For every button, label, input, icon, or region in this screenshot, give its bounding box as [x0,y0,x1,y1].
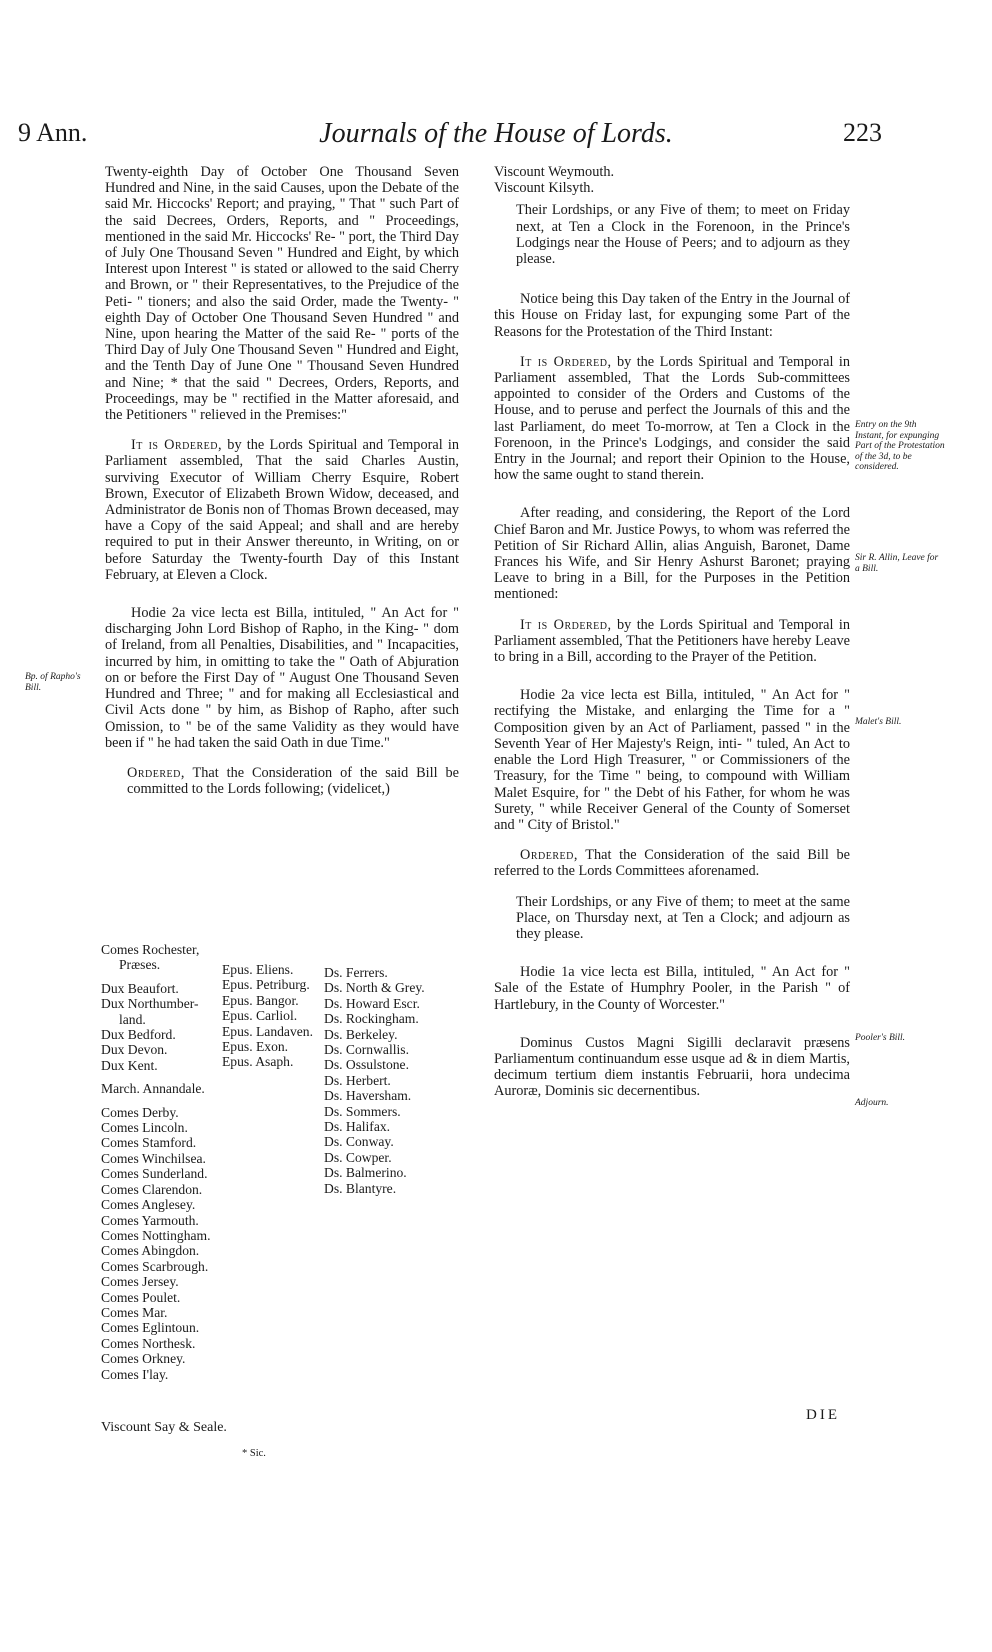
lord-entry: March. Annandale. [101,1081,205,1097]
lord-entry: Comes Anglesey. [101,1197,196,1213]
ordered-label: It is Ordered, [520,616,612,633]
lords-list-bishops [222,962,326,1070]
order-copy-appeal [105,437,459,583]
lord-entry: Epus. Asaph. [222,1054,294,1070]
lord-entry: Epus. Exon. [222,1039,289,1055]
margin-note-rapho: Bp. of Rapho's Bill. [25,672,81,693]
lord-entry: land. [119,1011,146,1027]
lord-entry: Epus. Carliol. [222,1008,298,1024]
lord-entry: Comes I'lay. [101,1366,169,1382]
ordered-label: It is Ordered, [131,437,223,454]
lord-entry: Comes Stamford. [101,1135,197,1151]
footnote: * Sic. [242,1448,266,1459]
lord-entry: Dux Bedford. [101,1027,176,1043]
lord-entry: Ds. Balmerino. [324,1165,407,1181]
lord-entry: Dux Beaufort. [101,980,179,996]
lord-entry: Comes Clarendon. [101,1181,203,1197]
page-header [0,118,992,158]
ordered-label: Ordered, [520,847,578,864]
margin-note-pooler: Pooler's Bill. [855,1033,906,1043]
lord-entry: Ds. Haversham. [324,1088,412,1104]
lord-entry: Comes Sunderland. [101,1166,208,1182]
committee-meeting: Their Lordships, or any Five of them; to meet on Friday next, at Ten a Clock in the Forenoon, in the Prince's Lodgings near the House of Peers; and to adjourn as they please. [516,202,850,268]
lord-entry: Dux Devon. [101,1042,168,1058]
margin-note-allin: Sir R. Allin, Leave for a Bill. [855,553,939,574]
order-malet [494,847,850,879]
lords-list-barons [324,965,454,1196]
lord-entry: Ds. Conway. [324,1134,394,1150]
lord-entry: Dux Northumber- [101,996,199,1012]
petition-continuation: Twenty-eighth Day of October One Thousand Seven Hundred and Nine, in the said Causes, upon the Debate of the said Mr. Hiccocks' Report; and praying, " That " such Part of the said Decrees, Orders, Reports, and " Proceedings, mentioned in the said Mr. Hiccocks' Re- " port, the Third Day of July One Thousand Seven " Hundred and Eight, by which Interest upon Interest " is stated or allowed to the said Cherry and Brown, or " their Representatives, to the Prejudice of the Peti- " tioners; and also the said Order, made the Twenty- " eighth Day of October One Thousand Seven Hundred " and Nine, upon hearing the Matter of the said Re- " ports of the Third Day of July One Thousand Seven " Hundred and Eight, and the Tenth Day of June One " Thousand Seven Hundred and Nine; * that the said " Decrees, Orders, Reports, and Proceedings, may be " rectified in the Matter aforesaid, and the Petitioners " relieved in the Premises:" [105,164,459,424]
malet-bill-reading: Hodie 2a vice lecta est Billa, intituled, " An Act for " rectifying the Mistake, and enlarging the Time for a " Composition given by an Act of Parliament, passed " in the Seventh Year of Her Majesty's Reign, inti- " tuled, An Act to enable the Lord High Treasurer, " or Commissioners of the Treasury, for the Time " being, to compound with William Malet Esquire, for " the Debt of his Father, for whom he was Surety, " while Receiver General of the County of Somerset and " City of Bristol." [494,687,850,833]
lord-entry: Comes Scarbrough. [101,1258,209,1274]
lords-list-temporal [101,942,223,1382]
lord-entry: Ds. Ferrers. [324,965,388,980]
left-column [105,164,459,811]
lord-entry: Dux Kent. [101,1057,158,1073]
lord-entry: Ds. Sommers. [324,1103,401,1119]
viscount-say: Viscount Say & Seale. [101,1420,227,1435]
catchword: DIE [806,1407,840,1423]
rapho-bill-reading: Hodie 2a vice lecta est Billa, intituled, " An Act for " discharging John Lord Bishop of Rapho, in the King- " dom of Ireland, from all Penalties, Disabilities, and " Incapacities, incurred by him, in omitting to take the " Oath of Abjuration on or before the First Day of " August One Thousand Seven Hundred and Three; " and for making all Ecclesiastical and Civil Acts done " by him, as Bishop of Rapho, after such Omission, to " be of the same Validity as they would have been if " he had taken the said Oath in due Time." [105,605,459,751]
ordered-label: It is Ordered, [520,353,612,370]
margin-note-malet: Malet's Bill. [855,717,902,727]
lord-entry: Epus. Petriburg. [222,977,310,993]
order-committee [105,765,459,797]
lord-entry: Ds. North & Grey. [324,980,425,996]
lord-entry: Ds. Ossulstone. [324,1057,409,1073]
lord-entry: Ds. Cornwallis. [324,1042,409,1058]
lord-entry: Ds. Herbert. [324,1072,391,1088]
lord-entry: Comes Eglintoun. [101,1320,200,1336]
lord-entry: Epus. Bangor. [222,992,299,1008]
lord-entry: Comes Derby. [101,1104,179,1120]
lord-entry: Comes Nottingham. [101,1227,211,1243]
lord-entry: Ds. Rockingham. [324,1011,419,1027]
lord-entry: Epus. Eliens. [222,962,294,977]
ordered-label: Ordered, [127,764,185,781]
lord-entry: Comes Yarmouth. [101,1212,199,1228]
lord-entry: Epus. Landaven. [222,1023,313,1039]
lord-entry: Ds. Halifax. [324,1119,391,1135]
lord-entry: Comes Rochester, [101,942,200,957]
notice-entry: Notice being this Day taken of the Entry in the Journal of this House on Friday last, for expunging some Part of the Reasons for the Protestation of the Third Instant: [494,291,850,340]
adjournment: Dominus Custos Magni Sigilli declaravit præsens Parliamentum continuandum esse usque ad & in diem Martis, decimum tertium diem instantis Februarii, hora undecima Auroræ, Dominis sic decernentibus. [494,1034,850,1100]
lord-entry: Comes Poulet. [101,1289,181,1305]
regnal-year: 9 Ann. [18,118,88,147]
lord-entry: Ds. Blantyre. [324,1180,397,1196]
margin-note-adjourn: Adjourn. [855,1098,889,1108]
lord-entry: Comes Mar. [101,1304,168,1320]
journal-title: Journals of the House of Lords. [319,118,673,149]
lord-entry: Comes Lincoln. [101,1120,188,1136]
lord-entry: Comes Jersey. [101,1274,179,1290]
viscount-weymouth: Viscount Weymouth. [494,164,615,180]
lord-entry: Comes Orkney. [101,1351,186,1367]
page-number: 223 [843,118,882,147]
order-text: by the Lords Spiritual and Temporal in Parliament assembled, That the Lords Sub-committees appointed to consider of the Orders and Customs of the House, and to peruse and perfect the Journals of this and the last Parliament, do meet To-morrow, at Ten a Clock in the Forenoon, in the Prince's Lodgings, and consider the said Entry in the Journal; and report their Opinion to the House, how the same ought to stand therein. [494,353,850,484]
lord-entry: Ds. Berkeley. [324,1026,398,1042]
order-text: That the Consideration of the said Bill be committed to the Lords following; (videlicet,) [127,764,459,798]
pooler-bill-reading: Hodie 1a vice lecta est Billa, intituled, " An Act for " Sale of the Estate of Humphry Pooler, in the Parish " of Hartlebury, in the County of Worcester." [494,964,850,1013]
margin-note-entry: Entry on the 9th Instant, for expunging Part of the Protestation of the 3d, to be considered. [855,420,945,472]
report-allin: After reading, and considering, the Report of the Lord Chief Baron and Mr. Justice Powys, to whom was referred the Petition of Sir Richard Allin, alias Anguish, Baronet, Dame Frances his Wife, and Sir Henry Ashurst Baronet; praying Leave to bring in a Bill, for the Purposes in the Petition mentioned: [494,505,850,603]
right-column [494,164,850,1114]
lord-entry: Ds. Howard Escr. [324,995,420,1011]
lord-entry: Comes Northesk. [101,1335,196,1351]
lord-entry: Comes Abingdon. [101,1243,200,1259]
order-text: by the Lords Spiritual and Temporal in Parliament assembled, That the Petitioners have hereby Leave to bring in a Bill, according to the Prayer of the Petition. [494,616,850,666]
order-text: by the Lords Spiritual and Temporal in Parliament assembled, That the said Charles Austin, surviving Executor of William Cherry Esquire, Robert Brown, Executor of Elizabeth Brown Widow, deceased, and Administrator de Bonis non of Thomas Brown deceased, may have a Copy of the said Appeal; and shall and are hereby required to put in their Answer thereunto, in Writing, on or before Saturday the Twenty-fourth Day of this Instant February, at Eleven a Clock. [105,437,460,583]
lord-entry: Comes Winchilsea. [101,1150,206,1166]
lord-entry: Ds. Cowper. [324,1149,392,1165]
lord-entry: Præses. [119,957,161,973]
committee-meeting-2: Their Lordships, or any Five of them; to meet at the same Place, on Thursday next, at Ten a Clock; and adjourn as they please. [516,893,850,942]
viscount-kilsyth: Viscount Kilsyth. [494,180,595,197]
order-text: That the Consideration of the said Bill be referred to the Lords Committees aforenamed. [494,847,850,880]
order-allin-leave [494,617,850,666]
order-subcommittee [494,354,850,484]
